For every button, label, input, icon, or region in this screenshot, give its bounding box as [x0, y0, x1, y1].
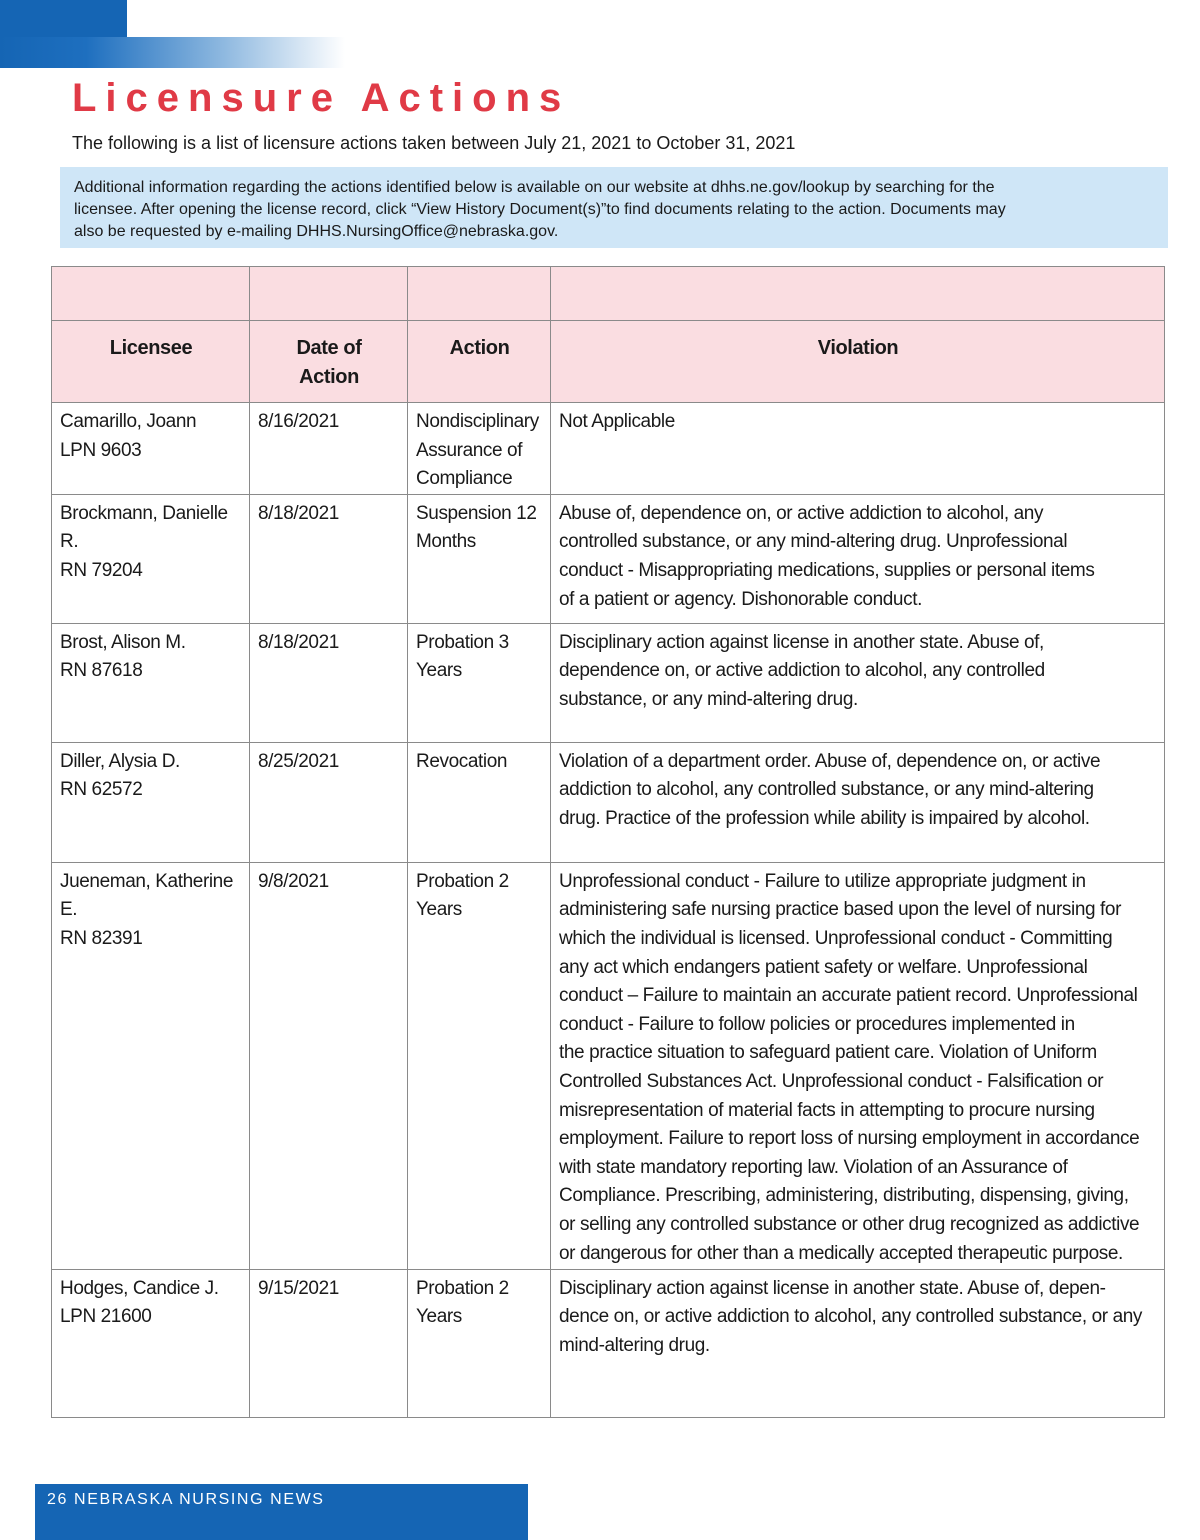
violation-line: dence on, or active addiction to alcohol, any controlled substance, or any: [559, 1306, 1143, 1328]
action-cell: [408, 623, 551, 742]
page-number: 26: [47, 1491, 68, 1508]
footer-bar: [35, 1484, 528, 1540]
action-cell: [408, 494, 551, 623]
violation-line: any act which endangers patient safety or welfare. Unprofessional: [559, 956, 1088, 978]
action-line: Years: [416, 660, 462, 682]
violation-line: which the individual is licensed. Unprofessional conduct - Committing: [559, 927, 1113, 949]
licensee-name: Brost, Alison M.: [60, 631, 186, 653]
license-number: RN 87618: [60, 660, 143, 682]
violation-line: substance, or any mind-altering drug.: [559, 688, 858, 710]
violation-line: Compliance. Prescribing, administering, distributing, dispensing, giving,: [559, 1185, 1129, 1207]
info-line: Additional information regarding the actions identified below is available on our website at dhhs.ne.gov/lookup by searching for the: [74, 179, 995, 196]
violation-line: administering safe nursing practice based upon the level of nursing for: [559, 899, 1122, 921]
violation-cell: [551, 403, 1165, 495]
violation-line: of a patient or agency. Dishonorable conduct.: [559, 588, 922, 610]
action-line: Years: [416, 1306, 462, 1328]
action-cell: [408, 403, 551, 495]
table-row: [52, 623, 1165, 742]
action-line: Probation 2: [416, 1277, 509, 1299]
violation-line: Disciplinary action against license in another state. Abuse of, depen-: [559, 1277, 1106, 1299]
licensee-cell: [52, 494, 250, 623]
action-line: Suspension 12: [416, 502, 537, 524]
column-header-action: [408, 321, 551, 403]
header-label: Action: [299, 366, 359, 388]
violation-cell: [551, 742, 1165, 862]
header-label: Licensee: [109, 337, 193, 359]
license-number: LPN 9603: [60, 439, 142, 461]
licensee-name: Hodges, Candice J.: [60, 1277, 219, 1299]
date-cell: 9/15/2021: [250, 1269, 408, 1417]
header-label: Date of: [296, 337, 362, 359]
table-row: [52, 403, 1165, 495]
action-line: Assurance of: [416, 439, 523, 461]
action-line: Probation 3: [416, 631, 509, 653]
action-cell: [408, 1269, 551, 1417]
licensee-cell: [52, 1269, 250, 1417]
header-band-cell: [408, 267, 551, 321]
publication-name: NEBRASKA NURSING NEWS: [74, 1491, 325, 1508]
page-subtitle: The following is a list of licensure actions taken between July 21, 2021 to October 31, 2021: [72, 133, 796, 153]
licensee-cell: [52, 742, 250, 862]
violation-line: drug. Practice of the profession while ability is impaired by alcohol.: [559, 807, 1090, 829]
violation-line: Abuse of, dependence on, or active addiction to alcohol, any: [559, 502, 1044, 524]
licensee-cell: [52, 403, 250, 495]
licensee-name: Jueneman, Katherine E.: [60, 870, 234, 921]
violation-line: Disciplinary action against license in another state. Abuse of,: [559, 631, 1044, 653]
table-row: [52, 742, 1165, 862]
info-line: also be requested by e-mailing DHHS.NursingOffice@nebraska.gov.: [74, 223, 559, 240]
violation-line: mind-altering drug.: [559, 1334, 710, 1356]
action-line: Nondisciplinary: [416, 411, 539, 432]
table-row: [52, 494, 1165, 623]
violation-line: conduct – Failure to maintain an accurate patient record. Unprofessional: [559, 985, 1138, 1007]
date-cell: 8/18/2021: [250, 623, 408, 742]
licensure-actions-table: [51, 266, 1165, 1418]
info-line: licensee. After opening the license record, click “View History Document(s)”to find documents relating to the action. Documents may: [74, 201, 1006, 218]
violation-line: dependence on, or active addiction to alcohol, any controlled: [559, 660, 1045, 682]
violation-line: Violation of a department order. Abuse of, dependence on, or active: [559, 750, 1101, 772]
date-cell: 8/18/2021: [250, 494, 408, 623]
license-number: RN 79204: [60, 559, 143, 581]
column-header-date: [250, 321, 408, 403]
violation-cell: [551, 862, 1165, 1269]
column-header-violation: [551, 321, 1165, 403]
corner-accent-gradient: [0, 37, 345, 68]
header-label: Action: [449, 337, 510, 359]
violation-line: or dangerous for other than a medically accepted therapeutic purpose.: [559, 1242, 1123, 1264]
licensee-name: Brockmann, Danielle R.: [60, 502, 228, 553]
table-row: [52, 1269, 1165, 1417]
violation-line: employment. Failure to report loss of nursing employment in accordance: [559, 1128, 1140, 1150]
violation-line: the practice situation to safeguard patient care. Violation of Uniform: [559, 1042, 1097, 1064]
license-number: LPN 21600: [60, 1306, 152, 1328]
action-cell: [408, 742, 551, 862]
violation-line: conduct - Misappropriating medications, supplies or personal items: [559, 559, 1095, 581]
violation-line: addiction to alcohol, any controlled substance, or any mind-altering: [559, 779, 1094, 801]
violation-line: with state mandatory reporting law. Violation of an Assurance of: [559, 1156, 1068, 1178]
violation-line: conduct - Failure to follow policies or procedures implemented in: [559, 1013, 1075, 1035]
table-row: [52, 862, 1165, 1269]
violation-line: controlled substance, or any mind-altering drug. Unprofessional: [559, 531, 1068, 553]
action-line: Compliance: [416, 468, 513, 490]
header-band-cell: [52, 267, 250, 321]
violation-line: or selling any controlled substance or other drug recognized as addictive: [559, 1213, 1140, 1235]
header-band-cell: [551, 267, 1165, 321]
license-number: RN 82391: [60, 927, 143, 949]
footer-text: [47, 1490, 325, 1510]
action-line: Probation 2: [416, 870, 509, 892]
header-band-cell: [250, 267, 408, 321]
action-line: Years: [416, 899, 462, 921]
date-cell: 9/8/2021: [250, 862, 408, 1269]
licensee-name: Diller, Alysia D.: [60, 750, 180, 772]
table-header-band: [52, 267, 1165, 321]
violation-cell: [551, 623, 1165, 742]
violation-line: misrepresentation of material facts in attempting to procure nursing: [559, 1099, 1095, 1121]
violation-line: Unprofessional conduct - Failure to utilize appropriate judgment in: [559, 870, 1086, 892]
licensee-name: Camarillo, Joann: [60, 411, 197, 432]
info-box: [60, 167, 1168, 248]
violation-cell: [551, 1269, 1165, 1417]
header-label: Violation: [817, 337, 899, 359]
date-cell: 8/25/2021: [250, 742, 408, 862]
table-header-row: [52, 321, 1165, 403]
violation-cell: [551, 494, 1165, 623]
license-number: RN 62572: [60, 779, 143, 801]
action-line: Revocation: [416, 750, 508, 772]
column-header-licensee: [52, 321, 250, 403]
licensee-cell: [52, 623, 250, 742]
page-title: Licensure Actions: [72, 76, 571, 120]
violation-line: Not Applicable: [559, 411, 675, 432]
violation-line: Controlled Substances Act. Unprofessional conduct - Falsification or: [559, 1070, 1104, 1092]
date-cell: 8/16/2021: [250, 403, 408, 495]
licensee-cell: [52, 862, 250, 1269]
action-cell: [408, 862, 551, 1269]
action-line: Months: [416, 531, 476, 553]
